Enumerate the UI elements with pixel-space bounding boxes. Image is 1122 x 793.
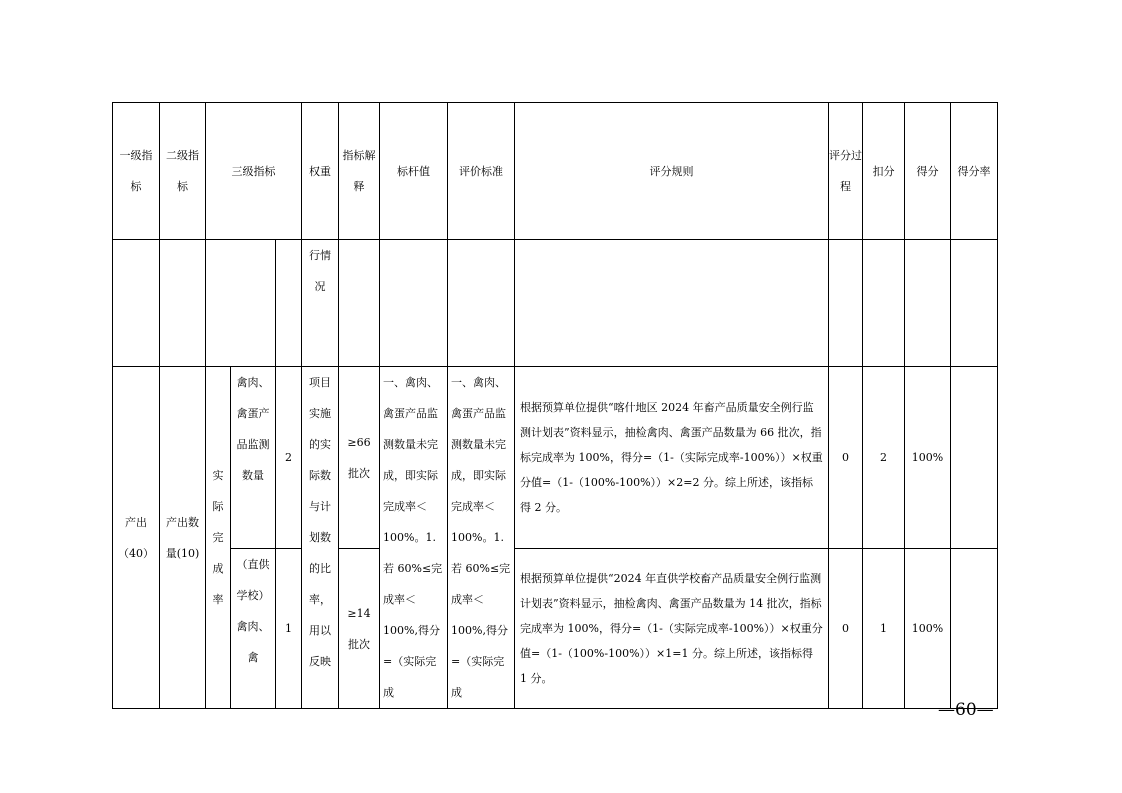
header-level1: 一级指标 xyxy=(113,103,160,240)
rate-cell: 100% xyxy=(905,549,951,709)
deduct-cell: 0 xyxy=(829,367,863,549)
header-process: 评分过程 xyxy=(829,103,863,240)
reason-cell xyxy=(951,367,998,549)
header-level3: 三级指标 xyxy=(206,103,302,240)
header-rate: 得分率 xyxy=(951,103,998,240)
rules-cell: 一、禽肉、禽蛋产品监测数量未完成，即实际完成率＜100%。1. 若 60%≤完成率＜100%,得分=（实际完成 xyxy=(448,367,515,709)
header-row xyxy=(113,103,998,240)
level3-group-cell: 实际完成率 xyxy=(206,367,231,709)
score-cell: 1 xyxy=(863,549,905,709)
process-cell: 根据预算单位提供“喀什地区 2024 年畜产品质量安全例行监测计划表”资料显示，抽检禽肉、禽蛋产品数量为 66 批次，指标完成率为 100%，得分=（1-（实际完成率-100%））×权重分值=（1-（100%-100%））×2=2 分。综上所述，该指标得 2 分。 xyxy=(515,367,829,549)
header-benchmark: 标杆值 xyxy=(380,103,448,240)
page-number: —60— xyxy=(938,700,994,720)
header-rules: 评分规则 xyxy=(515,103,829,240)
header-explain: 指标解释 xyxy=(339,103,380,240)
criteria-cell: 一、禽肉、禽蛋产品监测数量未完成，即实际完成率＜100%。1. 若 60%≤完成率＜100%,得分=（实际完成 xyxy=(380,367,448,709)
explain-cell: 项目实施的实际数与计划数的比率，用以反映 xyxy=(302,367,339,709)
header-weight: 权重 xyxy=(302,103,339,240)
explain-continuation: 行情况 xyxy=(302,240,339,367)
continuation-row xyxy=(113,240,998,367)
weight-cell: 1 xyxy=(276,549,302,709)
evaluation-table xyxy=(112,102,998,709)
benchmark-cell: ≥14批次 xyxy=(339,549,380,709)
benchmark-cell: ≥66批次 xyxy=(339,367,380,549)
level3-sub-cell: 禽肉、禽蛋产品监测数量 xyxy=(231,367,276,549)
deduct-cell: 0 xyxy=(829,549,863,709)
level1-cell: 产出（40） xyxy=(113,367,160,709)
level2-cell: 产出数量(10) xyxy=(160,367,206,709)
rate-cell: 100% xyxy=(905,367,951,549)
reason-cell xyxy=(951,549,998,709)
table-row xyxy=(113,367,998,549)
header-level2: 二级指标 xyxy=(160,103,206,240)
level3-sub-cell: （直供学校）禽肉、禽 xyxy=(231,549,276,709)
score-cell: 2 xyxy=(863,367,905,549)
header-criteria: 评价标准 xyxy=(448,103,515,240)
header-deduct: 扣分 xyxy=(863,103,905,240)
table-row xyxy=(113,549,998,709)
header-score: 得分 xyxy=(905,103,951,240)
process-cell: 根据预算单位提供“2024 年直供学校畜产品质量安全例行监测计划表”资料显示，抽检禽肉、禽蛋产品数量为 14 批次，指标完成率为 100%，得分=（1-（实际完成率-100%））×权重分值=（1-（100%-100%））×1=1 分。综上所述，该指标得 1 分。 xyxy=(515,549,829,709)
weight-cell: 2 xyxy=(276,367,302,549)
